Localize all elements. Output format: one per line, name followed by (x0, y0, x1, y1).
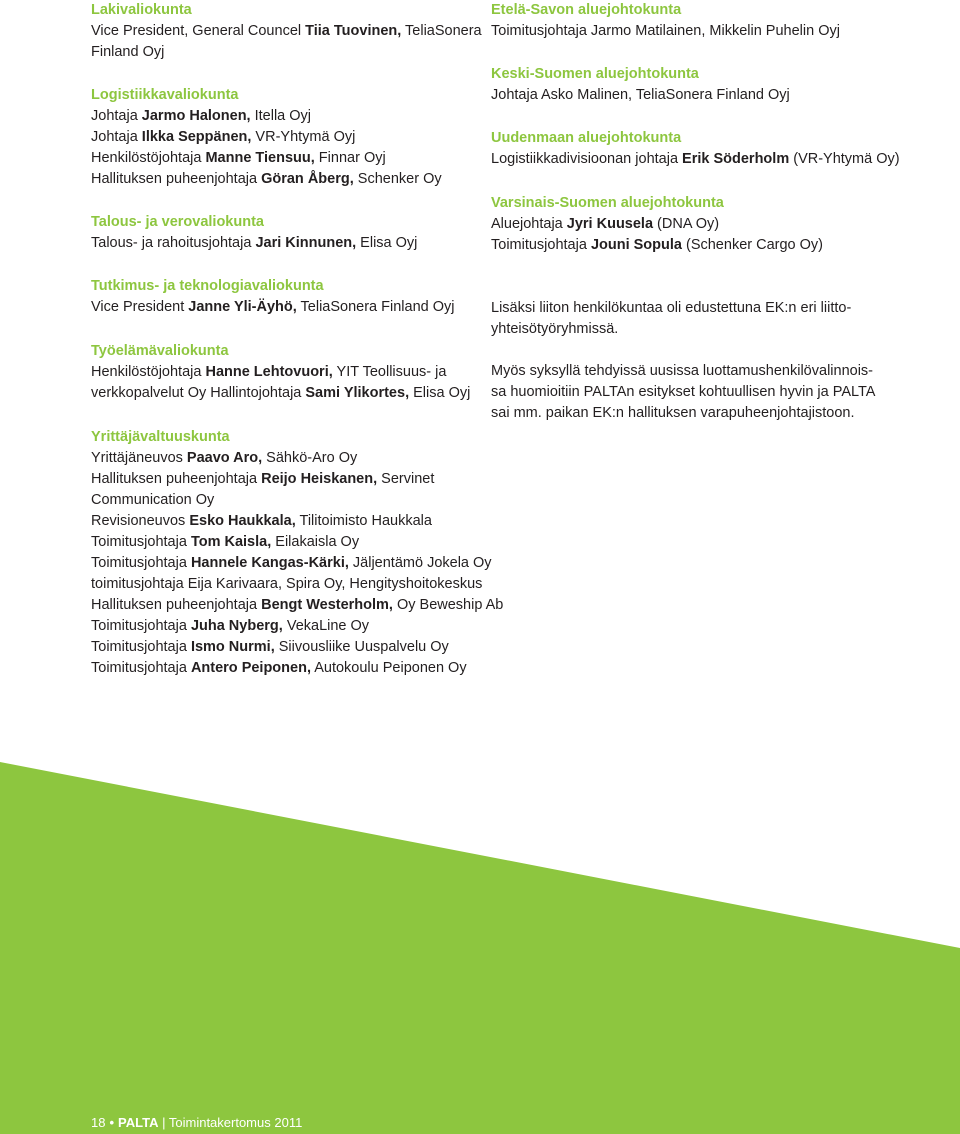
member-name: Jari Kinnunen, (255, 235, 357, 251)
section-heading: Talous- ja verovaliokunta (91, 214, 264, 230)
member-line (491, 21, 891, 42)
member-text: Itella Oyj (250, 108, 312, 124)
member-line (91, 21, 482, 42)
member-name: Sami Ylikortes, (305, 385, 410, 401)
paragraph-line: Lisäksi liiton henkilökuntaa oli edustettuna EK:n eri liitto- (491, 300, 852, 316)
member-name: Ismo Nurmi, (190, 639, 275, 655)
member-line (91, 169, 471, 190)
member-text: Vice President, General Councel (91, 23, 306, 39)
member-text: Hallituksen puheenjohtaja (91, 171, 262, 187)
member-text: Talous- ja rahoitusjohtaja (91, 235, 256, 251)
member-text: Yrittäjäneuvos (91, 450, 187, 466)
member-line (91, 383, 471, 404)
section-heading: Lakivaliokunta (91, 2, 192, 18)
member-text: (Schenker Cargo Oy) (681, 237, 823, 253)
member-name: Tom Kaisla, (190, 534, 272, 550)
committee-section (491, 64, 891, 106)
member-text: Oy Beweship Ab (392, 597, 504, 613)
committee-section (491, 128, 900, 170)
member-name: Jouni Sopula (590, 237, 682, 253)
member-name: Jarmo Halonen, (141, 108, 251, 124)
footer-publication: Toimintakertomus 2011 (168, 1115, 303, 1130)
member-name: Juha Nyberg, (190, 618, 283, 634)
member-text: Schenker Oy (353, 171, 442, 187)
member-line (91, 532, 471, 553)
section-heading: Etelä-Savon aluejohtokunta (491, 2, 682, 18)
member-text: Finnar Oyj (314, 150, 386, 166)
member-text: YIT Teollisuus- ja (332, 364, 447, 380)
member-text: verkkopalvelut Oy Hallintojohtaja (91, 385, 306, 401)
member-text: Toimitusjohtaja (91, 660, 191, 676)
member-name: Janne Yli-Äyhö, (188, 299, 297, 315)
member-line (91, 637, 471, 658)
member-text: Tilitoimisto Haukkala (295, 513, 432, 529)
member-line (91, 658, 471, 679)
member-name: Paavo Aro, (186, 450, 263, 466)
member-line (491, 85, 891, 106)
member-text: Revisioneuvos (91, 513, 190, 529)
member-text: Johtaja (91, 129, 142, 145)
member-text: Elisa Oyj (409, 385, 471, 401)
section-heading: Tutkimus- ja teknologiavaliokunta (91, 278, 324, 294)
section-heading: Yrittäjävaltuuskunta (91, 429, 230, 445)
member-text: (VR-Yhtymä Oy) (789, 151, 900, 167)
member-text: TeliaSonera (401, 23, 482, 39)
member-text: Hallituksen puheenjohtaja (91, 597, 262, 613)
committee-section (91, 427, 504, 679)
member-text: Jäljentämö Jokela Oy (348, 555, 492, 571)
member-text: Eilakaisla Oy (271, 534, 360, 550)
member-text: Servinet (377, 471, 435, 487)
member-line (91, 42, 471, 63)
member-text: toimitusjohtaja Eija Karivaara, Spira Oy, Hengityshoitokeskus (91, 576, 483, 592)
member-text: Henkilöstöjohtaja (91, 364, 206, 380)
member-line (491, 235, 891, 256)
member-text: VekaLine Oy (282, 618, 370, 634)
member-line (91, 574, 483, 595)
member-name: Bengt Westerholm, (261, 597, 393, 613)
paragraph-line: sa huomioitiin PALTAn esitykset kohtuullisen hyvin ja PALTA (491, 384, 876, 400)
member-text: Henkilöstöjohtaja (91, 150, 206, 166)
member-text: Aluejohtaja (491, 216, 567, 232)
member-text: Johtaja Asko Malinen, TeliaSonera Finland Oyj (491, 87, 790, 103)
member-line (91, 362, 471, 383)
body-paragraph (491, 298, 891, 340)
member-text: Logistiikkadivisioonan johtaja (491, 151, 683, 167)
committee-section (491, 193, 891, 256)
member-line (91, 233, 471, 254)
committee-section (91, 341, 471, 404)
footer-brand: PALTA (118, 1115, 159, 1130)
member-text: Johtaja (91, 108, 142, 124)
member-line (91, 148, 471, 169)
member-line (491, 149, 900, 170)
member-line (91, 297, 471, 318)
member-text: Communication Oy (91, 492, 215, 508)
paragraph-line: sai mm. paikan EK:n hallituksen varapuheenjohtajistoon. (491, 405, 855, 421)
member-line (91, 595, 504, 616)
member-line (91, 469, 471, 490)
member-name: Esko Haukkala, (189, 513, 296, 529)
section-heading: Uudenmaan aluejohtokunta (491, 130, 682, 146)
page-footer (91, 1114, 302, 1132)
member-text: Toimitusjohtaja Jarmo Matilainen, Mikkelin Puhelin Oyj (491, 23, 840, 39)
member-name: Antero Peiponen, (190, 660, 311, 676)
committee-section (91, 0, 482, 63)
member-text: Finland Oyj (91, 44, 165, 60)
member-text: (DNA Oy) (653, 216, 720, 232)
member-line (91, 490, 471, 511)
member-name: Reijo Heiskanen, (261, 471, 378, 487)
member-text: Siivousliike Uuspalvelu Oy (274, 639, 449, 655)
member-name: Erik Söderholm (682, 151, 790, 167)
member-text: Toimitusjohtaja (91, 534, 191, 550)
footer-bullet: • (109, 1115, 115, 1130)
member-name: Göran Åberg, (261, 171, 354, 187)
member-text: Toimitusjohtaja (91, 618, 191, 634)
member-text: Toimitusjohtaja (491, 237, 591, 253)
member-text: VR-Yhtymä Oyj (251, 129, 356, 145)
member-line (91, 511, 471, 532)
member-line (91, 553, 492, 574)
member-line (91, 127, 471, 148)
member-name: Tiia Tuovinen, (305, 23, 402, 39)
paragraph-line: Myös syksyllä tehdyissä uusissa luottamushenkilövalinnois- (491, 363, 873, 379)
committee-section (91, 276, 471, 318)
member-line (91, 616, 471, 637)
committee-section (91, 85, 471, 190)
body-paragraph (491, 361, 891, 424)
member-text: Toimitusjohtaja (91, 555, 191, 571)
committee-section (491, 0, 891, 42)
member-name: Jyri Kuusela (566, 216, 654, 232)
member-name: Hannele Kangas-Kärki, (190, 555, 349, 571)
member-text: Autokoulu Peiponen Oy (310, 660, 467, 676)
member-text: Vice President (91, 299, 189, 315)
paragraph-line: yhteisötyöryhmissä. (491, 321, 619, 337)
section-heading: Varsinais-Suomen aluejohtokunta (491, 195, 724, 211)
section-heading: Keski-Suomen aluejohtokunta (491, 66, 699, 82)
footer-separator: | (162, 1115, 166, 1130)
member-text: Hallituksen puheenjohtaja (91, 471, 262, 487)
page-number: 18 (91, 1115, 106, 1130)
member-line (491, 214, 891, 235)
section-heading: Logistiikkavaliokunta (91, 87, 239, 103)
member-text: Elisa Oyj (356, 235, 418, 251)
member-name: Ilkka Seppänen, (141, 129, 252, 145)
member-name: Hanne Lehtovuori, (205, 364, 333, 380)
member-line (91, 106, 471, 127)
member-text: Toimitusjohtaja (91, 639, 191, 655)
member-text: TeliaSonera Finland Oyj (296, 299, 455, 315)
member-name: Manne Tiensuu, (205, 150, 315, 166)
committee-section (91, 212, 471, 254)
member-line (91, 448, 471, 469)
section-heading: Työelämävaliokunta (91, 343, 229, 359)
member-text: Sähkö-Aro Oy (262, 450, 358, 466)
